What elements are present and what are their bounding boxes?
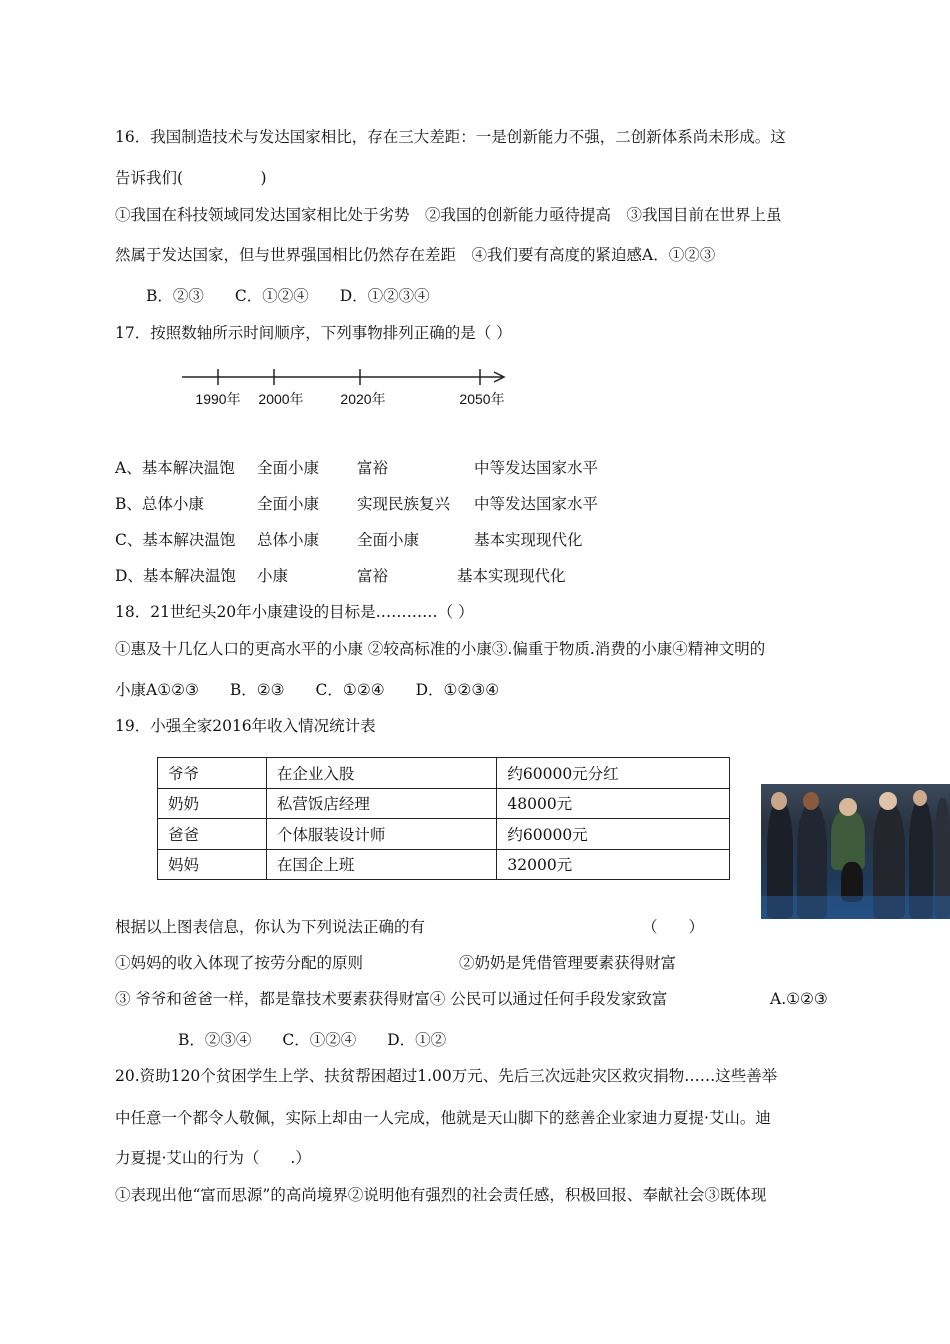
- table-cell-member: 爸爸: [158, 819, 267, 850]
- q17-option-c-col4: 基本实现现代化: [474, 531, 583, 549]
- q17-option-b-col2: 全面小康: [257, 495, 320, 513]
- table-cell-income: 约60000元分红: [497, 758, 730, 789]
- q17-option-a-col3: 富裕: [357, 459, 389, 477]
- q17-option-d-col2: 小康: [257, 567, 289, 585]
- q20-line-3: 力夏提·艾山的行为（ .）: [115, 1149, 311, 1167]
- table-cell-job: 个体服装设计师: [266, 819, 497, 850]
- q16-line-3: ①我国在科技领域同发达国家相比处于劣势 ②我国的创新能力亟待提高 ③我国目前在世界上虽: [115, 206, 782, 224]
- q20-line-1: 20.资助120个贫困学生上学、扶贫帮困超过1.00万元、先后三次远赴灾区救灾捐物……这些善举: [115, 1067, 778, 1085]
- table-row: [158, 849, 730, 880]
- q19-stem: 19．小强全家2016年收入情况统计表: [115, 717, 376, 735]
- q17-option-c-col3: 全面小康: [357, 531, 420, 549]
- timeline-label-1990: 1990年: [195, 391, 241, 407]
- q17-option-c-col1: C、基本解决温饱: [115, 531, 236, 549]
- q17-option-d-col4: 基本实现现代化: [457, 567, 566, 585]
- q19-line-4: B．②③④ C．①②④ D．①②: [178, 1031, 447, 1049]
- table-row: [158, 819, 730, 850]
- timeline-label-2020: 2020年: [340, 391, 386, 407]
- q17-option-b-col3: 实现民族复兴: [357, 495, 451, 513]
- table-cell-job: 私营饭店经理: [266, 788, 497, 819]
- timeline-label-2050: 2050年: [459, 391, 505, 407]
- q17-option-d-col1: D、基本解决温饱: [115, 567, 236, 585]
- q18-stem: 18．21世纪头20年小康建设的目标是…………（ ）: [115, 603, 474, 621]
- q16-line-5: B．②③ C．①②④ D．①②③④: [146, 287, 430, 305]
- table-row: [158, 758, 730, 789]
- q17-option-a-col2: 全面小康: [257, 459, 320, 477]
- table-cell-member: 奶奶: [158, 788, 267, 819]
- q17-option-b-col4: 中等发达国家水平: [474, 495, 599, 513]
- table-cell-job: 在国企上班: [266, 849, 497, 880]
- q17-option-c-col2: 总体小康: [257, 531, 320, 549]
- q19-line-3a: ③ 爷爷和爸爸一样，都是靠技术要素获得财富④ 公民可以通过任何手段发家致富: [115, 990, 668, 1008]
- q17-option-b-col1: B、总体小康: [115, 495, 204, 513]
- q16-line-4: 然属于发达国家，但与世界强国相比仍然存在差距 ④我们要有高度的紧迫感A．①②③: [115, 246, 716, 264]
- q17-option-a-col4: 中等发达国家水平: [474, 459, 599, 477]
- q17-option-d-col3: 富裕: [357, 567, 389, 585]
- q19-line-2b: ②奶奶是凭借管理要素获得财富: [459, 954, 677, 972]
- table-cell-income: 32000元: [497, 849, 730, 880]
- table-cell-member: 妈妈: [158, 849, 267, 880]
- table-cell-member: 爷爷: [158, 758, 267, 789]
- q18-line-1: ①惠及十几亿人口的更高水平的小康 ②较高标准的小康③.偏重于物质.消费的小康④精神文明的: [115, 640, 766, 658]
- table-row: [158, 788, 730, 819]
- q20-line-4: ①表现出他“富而思源”的高尚境界②说明他有强烈的社会责任感，积极回报、奉献社会③既体现: [115, 1186, 767, 1204]
- q19-line-3b: A.①②③: [770, 990, 828, 1008]
- income-table: [157, 757, 730, 880]
- q20-line-2: 中任意一个都令人敬佩，实际上却由一人完成，他就是天山脚下的慈善企业家迪力夏提·艾山。迪: [115, 1109, 771, 1127]
- q18-line-2: 小康A①②③ B．②③ C．①②④ D．①②③④: [115, 681, 500, 699]
- table-cell-job: 在企业入股: [266, 758, 497, 789]
- q16-line-1: 16．我国制造技术与发达国家相比，存在三大差距：一是创新能力不强，二创新体系尚未形成。这: [115, 128, 786, 146]
- q19-line-1-paren: （ ）: [642, 918, 705, 936]
- table-cell-income: 约60000元: [497, 819, 730, 850]
- q16-line-2: 告诉我们( ): [115, 169, 267, 187]
- q19-line-2a: ①妈妈的收入体现了按劳分配的原则: [115, 954, 364, 972]
- group-photo: [761, 784, 950, 919]
- timeline-label-2000: 2000年: [258, 391, 304, 407]
- q17-option-a-col1: A、基本解决温饱: [115, 459, 235, 477]
- timeline-diagram: [176, 364, 516, 414]
- q19-line-1: 根据以上图表信息，你认为下列说法正确的有: [115, 918, 426, 936]
- q17-stem: 17．按照数轴所示时间顺序，下列事物排列正确的是（ ）: [115, 324, 512, 342]
- table-cell-income: 48000元: [497, 788, 730, 819]
